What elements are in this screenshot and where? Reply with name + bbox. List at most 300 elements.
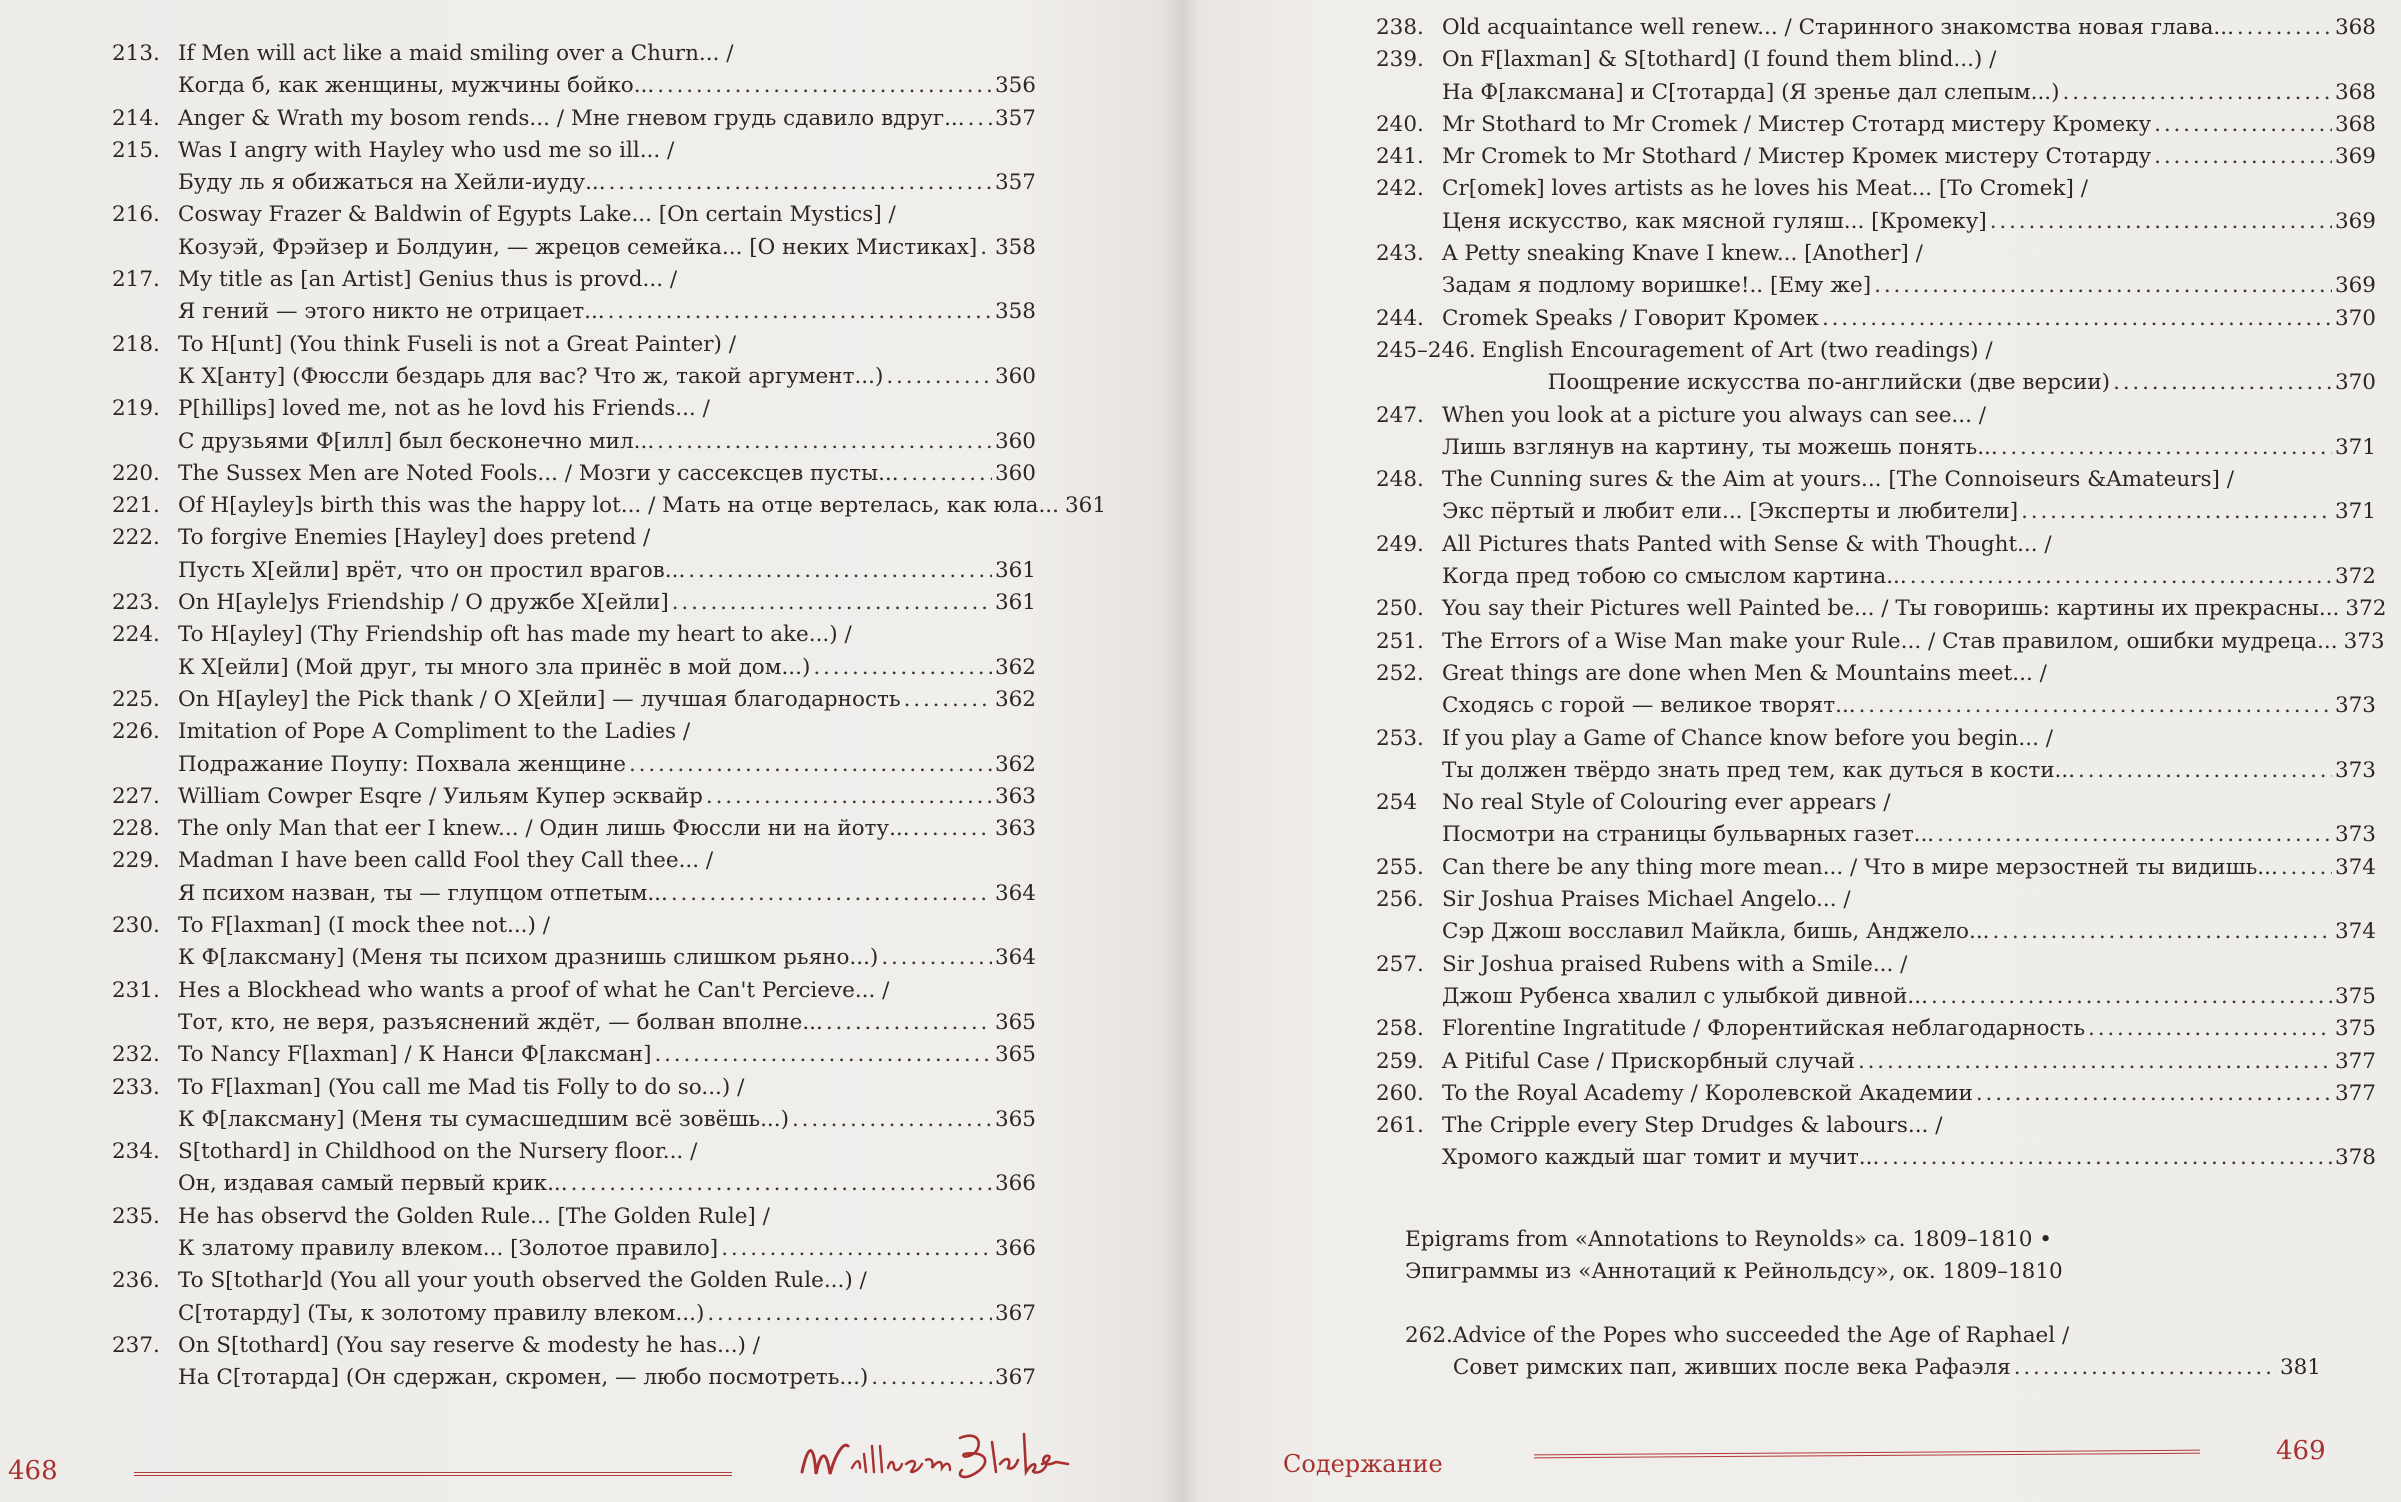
entry-line (1442, 1013, 2376, 1045)
entry-number: 238. (1376, 15, 1424, 40)
entry-line (1453, 1352, 2321, 1384)
entry-number: 220. (112, 460, 160, 486)
entry-line (1548, 367, 2376, 399)
entry-page-number: 368 (2334, 79, 2376, 105)
toc-entry (112, 135, 1036, 200)
entry-line (1442, 270, 2376, 302)
toc-entry (1376, 529, 2376, 594)
entry-number: 260. (1376, 1080, 1424, 1106)
entry-line (178, 490, 1107, 522)
entry-page-number: 358 (994, 234, 1036, 260)
entry-title: Джош Рубенса хвалил с улыбкой дивной... (1442, 983, 1928, 1009)
entry-title: Сходясь с горой — великое творят... (1442, 693, 1856, 719)
toc-entry (1376, 1110, 2376, 1175)
entry-title: Mr Cromek to Mr Stothard / Мистер Кромек мистеру Стотарду (1442, 144, 2152, 170)
section-heading-english: Epigrams from «Annotations to Reynolds» ca. 1809–1810 • (1405, 1227, 2052, 1252)
dot-leader (1874, 270, 2332, 302)
toc-entry (1376, 464, 2376, 529)
entry-page-number: 381 (2279, 1355, 2321, 1381)
toc-entry (112, 393, 1036, 458)
entry-number: 229. (112, 848, 160, 874)
entry-title: On F[laxman] & S[tothard] (I found them blind...) / (1442, 47, 1997, 73)
entry-title: You say their Pictures well Painted be... / Ты говоришь: картины их прекрасны... (1442, 596, 2340, 622)
entry-title: Madman I have been calld Fool they Call thee... / (178, 848, 714, 874)
dot-leader (706, 781, 992, 813)
dot-leader (707, 1298, 992, 1330)
entry-title: К златому правилу влеком... [Золотое правило] (178, 1235, 719, 1261)
entry-number: 258. (1376, 1016, 1424, 1042)
toc-entry (112, 587, 1036, 619)
entry-line (1442, 44, 2376, 76)
entry-title: Пусть Х[ейли] врёт, что он простил врагов... (178, 557, 686, 583)
entry-title: Я гений — этого никто не отрицает... (178, 299, 605, 325)
toc-entry (1376, 238, 2376, 303)
entry-page-number: 365 (994, 1009, 1036, 1035)
entry-number: 217. (112, 267, 160, 293)
entry-number: 236. (112, 1268, 160, 1294)
left-page (0, 0, 1178, 1502)
entry-title: Sir Joshua Praises Michael Angelo... / (1442, 887, 1851, 913)
entry-line (178, 878, 1036, 910)
entry-page-number: 361 (994, 590, 1036, 616)
entry-number: 262. (1405, 1323, 1453, 1348)
entry-title: Imitation of Pope A Compliment to the Ladies / (178, 719, 691, 745)
entry-page-number: 373 (2334, 822, 2376, 848)
entry-title: К Х[анту] (Фюссли бездарь для вас? Что ж, такой аргумент...) (178, 363, 884, 389)
entry-page-number: 373 (2343, 628, 2385, 654)
entry-line (1442, 496, 2376, 528)
entry-title: Cromek Speaks / Говорит Кромек (1442, 305, 1819, 331)
entry-title: Буду ль я обижаться на Хейли-иуду... (178, 170, 606, 196)
entry-line (1442, 852, 2376, 884)
entry-page-number: 360 (994, 460, 1036, 486)
entry-line (1442, 884, 2376, 916)
entry-line (1442, 916, 2376, 948)
toc-entry (112, 264, 1036, 329)
toc-entry (1376, 109, 2376, 141)
entry-title: P[hillips] loved me, not as he lovd his Friends... / (178, 396, 710, 422)
entry-page-number: 372 (2334, 564, 2376, 590)
entry-line (178, 587, 1036, 619)
entry-line (1442, 77, 2376, 109)
toc-entry (112, 619, 1036, 684)
toc-entry (1376, 723, 2376, 788)
entry-page-number: 368 (2334, 15, 2376, 40)
entry-title: Сэр Джош восславил Майкла, бишь, Анджело... (1442, 919, 1990, 945)
dot-leader (2021, 496, 2332, 528)
dot-leader (886, 361, 992, 393)
entry-number: 248. (1376, 467, 1424, 493)
toc-entry (112, 845, 1036, 910)
entry-page-number: 374 (2334, 854, 2376, 880)
entry-line (1442, 723, 2376, 755)
entry-line (178, 1007, 1036, 1039)
entry-line (178, 781, 1036, 813)
toc-list-left (112, 38, 1107, 1394)
entry-number: 227. (112, 783, 160, 809)
dot-leader (1859, 690, 2332, 722)
entry-page-number: 371 (2334, 434, 2376, 460)
entry-title: Great things are done when Men & Mountains meet... / (1442, 660, 2047, 686)
toc-list-right-2 (1405, 1320, 2321, 1385)
entry-page-number: 372 (2345, 596, 2387, 622)
entry-title: To F[laxman] (I mock thee not...) / (178, 913, 550, 939)
entry-number: 247. (1376, 402, 1424, 428)
entry-title: No real Style of Colouring ever appears / (1442, 790, 1891, 816)
entry-title: To S[tothar]d (You all your youth observed the Golden Rule...) / (178, 1268, 867, 1294)
entry-title: Florentine Ingratitude / Флорентийская неблагодарность (1442, 1016, 2086, 1042)
entry-title: Лишь взглянув на картину, ты можешь понять... (1442, 434, 1998, 460)
section-heading (1405, 1224, 2305, 1288)
dot-leader (608, 296, 992, 328)
entry-line (178, 813, 1036, 845)
entry-line (178, 975, 1036, 1007)
entry-title: Anger & Wrath my bosom rends... / Мне гневом грудь сдавило вдруг... (178, 105, 965, 131)
toc-entry (112, 1072, 1036, 1137)
entry-number: 243. (1376, 241, 1424, 267)
entry-number: 240. (1376, 111, 1424, 137)
entry-title: To Nancy F[laxman] / К Нанси Ф[лаксман] (178, 1042, 652, 1068)
entry-page-number: 377 (2334, 1048, 2376, 1074)
entry-title: Я психом назван, ты — глупцом отпетым... (178, 880, 668, 906)
toc-entry (1376, 335, 2376, 400)
entry-line (1442, 690, 2376, 722)
entry-page-number: 363 (994, 783, 1036, 809)
entry-line (1442, 1046, 2376, 1078)
entry-page-number: 363 (994, 816, 1036, 842)
entry-title: Ценя искусство, как мясной гуляш... [Кромеку] (1442, 208, 1987, 234)
entry-title: A Petty sneaking Knave I knew... [Another] / (1442, 241, 1923, 267)
toc-list-right (1376, 12, 2387, 1175)
toc-entry (1376, 593, 2387, 625)
entry-title: English Encouragement of Art (two readings) / (1481, 337, 1993, 363)
entry-page-number: 362 (994, 751, 1036, 777)
dot-leader (1858, 1046, 2332, 1078)
entry-page-number: 357 (994, 105, 1036, 131)
entry-line (178, 329, 1036, 361)
toc-entry (1376, 626, 2385, 658)
entry-number: 255. (1376, 854, 1424, 880)
entry-number: 254 (1376, 790, 1418, 816)
entry-line (178, 232, 1036, 264)
entry-line (178, 1233, 1036, 1265)
entry-title: If you play a Game of Chance know before you begin... / (1442, 725, 2053, 751)
dot-leader (671, 878, 992, 910)
toc-entry (1376, 1078, 2376, 1110)
entry-number: 239. (1376, 47, 1424, 73)
entry-title: S[tothard] in Childhood on the Nursery floor... / (178, 1139, 698, 1165)
entry-number: 231. (112, 977, 160, 1003)
entry-line (178, 1362, 1036, 1394)
toc-entry (112, 1201, 1036, 1266)
entry-number: 232. (112, 1042, 160, 1068)
dot-leader (980, 232, 992, 264)
dot-leader (2078, 755, 2332, 787)
toc-entry (1376, 658, 2376, 723)
entry-title: If Men will act like a maid smiling over a Churn... / (178, 41, 734, 66)
entry-number: 215. (112, 137, 160, 163)
entry-number: 233. (112, 1074, 160, 1100)
toc-entry (112, 1039, 1036, 1071)
entry-line (1442, 593, 2387, 625)
toc-entry (1376, 44, 2376, 109)
toc-entry (1376, 1013, 2376, 1045)
entry-line (1442, 949, 2376, 981)
dot-leader (902, 458, 992, 490)
entry-number: 216. (112, 202, 160, 228)
entry-line (178, 1136, 1036, 1168)
entry-title: To forgive Enemies [Hayley] does pretend / (178, 525, 651, 551)
entry-number: 218. (112, 331, 160, 357)
dot-leader (629, 749, 992, 781)
toc-entry (112, 38, 1036, 103)
entry-title: Cosway Frazer & Baldwin of Egypts Lake... [On certain Mystics] / (178, 202, 896, 228)
dot-leader (913, 813, 992, 845)
entry-line (178, 1104, 1036, 1136)
entry-number: 237. (112, 1332, 160, 1358)
entry-title: Когда б, как женщины, мужчины бойко... (178, 73, 655, 99)
dot-leader (792, 1104, 992, 1136)
toc-entry (1405, 1320, 2321, 1385)
entry-line (1442, 206, 2376, 238)
entry-line (178, 38, 1036, 70)
toc-entry (112, 1330, 1036, 1395)
dot-leader (2154, 141, 2332, 173)
entry-line (1442, 238, 2376, 270)
entry-page-number: 367 (994, 1300, 1036, 1326)
dot-leader (1822, 303, 2332, 335)
entry-number: 214. (112, 105, 160, 131)
entry-number: 250. (1376, 596, 1424, 622)
entry-title: Козуэй, Фрэйзер и Болдуин, — жрецов семейка... [О неких Мистиках] (178, 234, 978, 260)
entry-line (1442, 787, 2376, 819)
entry-page-number: 360 (994, 428, 1036, 454)
entry-page-number: 375 (2334, 983, 2376, 1009)
entry-page-number: 362 (994, 686, 1036, 712)
toc-entry (112, 716, 1036, 781)
entry-number: 242. (1376, 176, 1424, 202)
entry-number: 230. (112, 913, 160, 939)
dot-leader (1910, 561, 2332, 593)
entry-page-number: 358 (994, 299, 1036, 325)
entry-line (178, 1072, 1036, 1104)
entry-number: 249. (1376, 531, 1424, 557)
section-heading-russian: Эпиграммы из «Аннотаций к Рейнольдсу», ок. 1809–1810 (1405, 1259, 2063, 1284)
toc-entry (112, 1136, 1036, 1201)
entry-title: The Errors of a Wise Man make your Rule... / Став правилом, ошибки мудреца... (1442, 628, 2338, 654)
entry-line (1442, 141, 2376, 173)
entry-line (178, 458, 1036, 490)
toc-entry (1376, 12, 2376, 44)
toc-entry (1376, 949, 2376, 1014)
entry-number: 224. (112, 622, 160, 648)
entry-page-number: 369 (2334, 208, 2376, 234)
entry-title: Совет римских пап, живших после века Рафаэля (1452, 1355, 2011, 1381)
entry-line (178, 426, 1036, 458)
entry-page-number: 361 (1064, 493, 1107, 519)
toc-entry (112, 813, 1036, 845)
toc-entry (112, 910, 1036, 975)
entry-line (1442, 626, 2385, 658)
dot-leader (968, 103, 992, 135)
entry-title: На Ф[лаксмана] и С[тотарда] (Я зренье дал слепым...) (1442, 79, 2060, 105)
toc-entry (112, 975, 1036, 1040)
entry-line (178, 361, 1036, 393)
toc-entry (1376, 400, 2376, 465)
entry-line (178, 1168, 1036, 1200)
entry-number: 226. (112, 719, 160, 745)
entry-number: 234. (112, 1139, 160, 1165)
entry-title: К Ф[лаксману] (Меня ты сумасшедшим всё зовёшь...) (178, 1106, 789, 1132)
footer-rule-left (134, 1472, 732, 1476)
entry-line (178, 1201, 1036, 1233)
toc-entry (1376, 303, 2376, 335)
entry-title: Of H[ayley]s birth this was the happy lot... / Мать на отце вертелась, как юла... (178, 493, 1059, 519)
entry-number: 223. (112, 590, 160, 616)
entry-page-number: 370 (2334, 305, 2376, 331)
toc-entry (1376, 173, 2376, 238)
entry-title: Advice of the Popes who succeeded the Age of Raphael / (1452, 1323, 2070, 1348)
entry-title: Посмотри на страницы бульварных газет... (1442, 822, 1935, 848)
entry-line (178, 70, 1036, 102)
dot-leader (2014, 1352, 2277, 1384)
toc-entry (112, 490, 1107, 522)
entry-title: A Pitiful Case / Прискорбный случай (1442, 1048, 1855, 1074)
entry-line (178, 684, 1036, 716)
toc-entry (1376, 1046, 2376, 1078)
entry-line (178, 1265, 1036, 1297)
entry-number: 261. (1376, 1113, 1424, 1139)
entry-title: Задам я подлому воришке!.. [Ему же] (1442, 273, 1872, 299)
entry-title: He has observd the Golden Rule... [The Golden Rule] / (178, 1203, 770, 1229)
entry-page-number: 371 (2334, 499, 2376, 525)
entry-line (178, 522, 1036, 554)
dot-leader (657, 426, 992, 458)
dot-leader (721, 1233, 992, 1265)
entry-title: С друзьями Ф[илл] был бесконечно мил... (178, 428, 655, 454)
entry-page-number: 366 (994, 1235, 1036, 1261)
entry-title: On H[ayley] the Pick thank / О Х[ейли] — лучшая благодарность (178, 686, 901, 712)
dot-leader (2154, 109, 2332, 141)
entry-title: Old acquaintance well renew... / Старинного знакомства новая глава... (1442, 15, 2234, 40)
dot-leader (871, 1362, 992, 1394)
entry-line (1442, 173, 2376, 205)
entry-line (178, 942, 1036, 974)
dot-leader (1882, 1142, 2332, 1174)
dot-leader (904, 684, 992, 716)
entry-title: My title as [an Artist] Genius thus is provd... / (178, 267, 678, 293)
entry-page-number: 378 (2334, 1145, 2376, 1171)
dot-leader (1976, 1078, 2332, 1110)
entry-line (178, 264, 1036, 296)
entry-title: William Cowper Esqre / Уильям Купер эсквайр (178, 783, 703, 809)
entry-title: С[тотарду] (Ты, к золотому правилу влеком...) (178, 1300, 705, 1326)
entry-page-number: 365 (994, 1042, 1036, 1068)
entry-line (178, 1298, 1036, 1330)
toc-entry (1376, 787, 2376, 852)
dot-leader (881, 942, 992, 974)
page-number-left: 468 (8, 1456, 58, 1486)
entry-line (1442, 819, 2376, 851)
dot-leader (2281, 852, 2332, 884)
dot-leader (609, 167, 992, 199)
dot-leader (1931, 981, 2332, 1013)
entry-title: Can there be any thing more mean... / Что в мире мерзостней ты видишь... (1442, 854, 2278, 880)
toc-entry (112, 781, 1036, 813)
entry-title: To H[unt] (You think Fuseli is not a Great Painter) / (178, 331, 736, 357)
entry-line (178, 199, 1036, 231)
entry-title: On S[tothard] (You say reserve & modesty he has...) / (178, 1332, 761, 1358)
dot-leader (2001, 432, 2332, 464)
toc-entry (112, 103, 1036, 135)
entry-number: 252. (1376, 660, 1424, 686)
dot-leader (654, 1039, 992, 1071)
entry-number: 244. (1376, 305, 1424, 331)
entry-page-number: 375 (2334, 1016, 2376, 1042)
entry-page-number: 364 (994, 880, 1036, 906)
entry-line (178, 167, 1036, 199)
entry-page-number: 370 (2334, 370, 2376, 396)
dot-leader (813, 652, 992, 684)
entry-title: Он, издавая самый первый крик... (178, 1171, 568, 1197)
entry-line (178, 910, 1036, 942)
dot-leader (2063, 77, 2332, 109)
entry-title: The Sussex Men are Noted Fools... / Мозги у сассексцев пусты... (178, 460, 899, 486)
dot-leader (657, 70, 992, 102)
entry-number: 235. (112, 1203, 160, 1229)
entry-title: Mr Stothard to Mr Cromek / Мистер Стотард мистеру Кромеку (1442, 111, 2152, 137)
entry-number: 259. (1376, 1048, 1424, 1074)
toc-entry (112, 522, 1036, 587)
entry-page-number: 368 (2334, 111, 2376, 137)
entry-title: Hes a Blockhead who wants a proof of what he Can't Percieve... / (178, 977, 890, 1003)
entry-title: Ты должен твёрдо знать пред тем, как дуться в кости... (1442, 757, 2076, 783)
entry-title: Sir Joshua praised Rubens with a Smile... / (1442, 951, 1908, 977)
toc-entry (112, 1265, 1036, 1330)
toc-entry (1376, 852, 2376, 884)
entry-title: When you look at a picture you always can see... / (1442, 402, 1986, 428)
entry-line (1442, 1110, 2376, 1142)
toc-entry (1376, 884, 2376, 949)
entry-line (1442, 529, 2376, 561)
page-number-right: 469 (2276, 1436, 2326, 1466)
entry-page-number: 367 (994, 1365, 1036, 1391)
entry-number: 213. (112, 41, 160, 66)
entry-page-number: 366 (994, 1171, 1036, 1197)
entry-number: 241. (1376, 144, 1424, 170)
entry-page-number: 362 (994, 654, 1036, 680)
entry-number: 245–246. (1376, 337, 1476, 363)
entry-page-number: 377 (2334, 1080, 2376, 1106)
dot-leader (2237, 12, 2332, 44)
entry-line (1442, 561, 2376, 593)
toc-entry (112, 199, 1036, 264)
entry-page-number: 356 (994, 73, 1036, 99)
entry-title: The Cripple every Step Drudges & labours... / (1442, 1113, 1943, 1139)
entry-page-number: 357 (994, 170, 1036, 196)
entry-title: Was I angry with Hayley who usd me so ill... / (178, 137, 675, 163)
toc-entry (112, 458, 1036, 490)
entry-line (178, 749, 1036, 781)
entry-line (178, 555, 1036, 587)
signature-logo (792, 1424, 1072, 1494)
entry-title: All Pictures thats Panted with Sense & with Thought... / (1442, 531, 2052, 557)
entry-line (1453, 1320, 2321, 1352)
entry-title: Когда пред тобою со смыслом картина... (1442, 564, 1907, 590)
entry-number: 222. (112, 525, 160, 551)
entry-line (178, 716, 1036, 748)
dot-leader (1992, 916, 2331, 948)
